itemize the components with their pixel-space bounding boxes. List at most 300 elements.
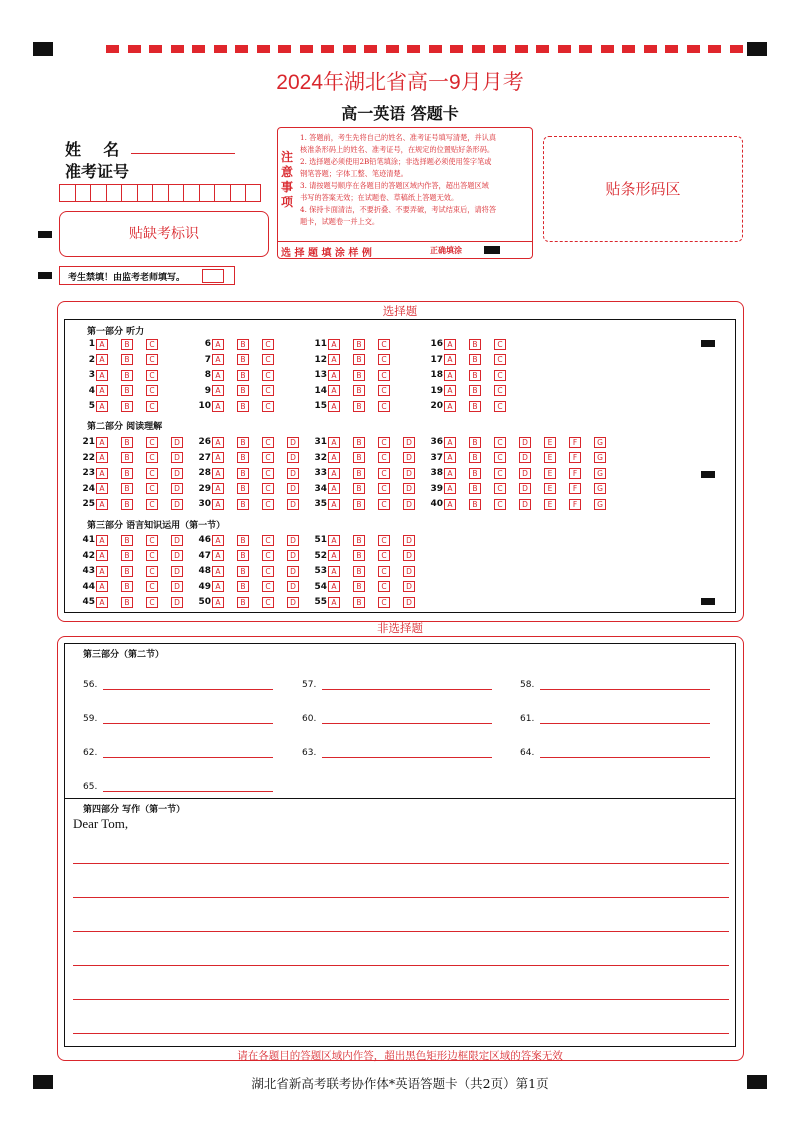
answer-bubble[interactable]: C <box>494 483 506 494</box>
answer-bubble[interactable]: A <box>212 566 224 577</box>
notice-box <box>277 127 533 259</box>
question-number: 48 <box>198 566 211 576</box>
answer-bubble[interactable]: C <box>262 354 274 365</box>
dash-segment <box>493 45 506 53</box>
blank-line[interactable] <box>540 713 710 724</box>
answer-bubble[interactable]: D <box>403 597 415 608</box>
answer-bubble[interactable]: A <box>444 339 456 350</box>
answer-bubble[interactable]: A <box>328 354 340 365</box>
answer-bubble[interactable]: C <box>378 452 390 463</box>
answer-bubble[interactable]: C <box>378 550 390 561</box>
answer-bubble[interactable]: A <box>212 483 224 494</box>
question-11 <box>309 338 403 350</box>
question-46 <box>193 534 312 546</box>
answer-bubble[interactable]: B <box>237 597 249 608</box>
answer-bubble[interactable]: B <box>121 499 133 510</box>
answer-bubble[interactable]: A <box>328 452 340 463</box>
answer-bubble[interactable]: B <box>353 499 365 510</box>
answer-bubble[interactable]: A <box>212 452 224 463</box>
answer-bubble[interactable]: D <box>287 581 299 592</box>
answer-bubble[interactable]: B <box>237 385 249 396</box>
answer-bubble[interactable]: C <box>262 581 274 592</box>
answer-bubble[interactable]: E <box>544 452 556 463</box>
question-number: 16 <box>430 339 443 349</box>
answer-bubble[interactable]: D <box>403 437 415 448</box>
answer-bubble[interactable]: A <box>328 385 340 396</box>
notice-line: 3. 请按题号顺序在各题目的答题区域内作答，超出答题区域 <box>300 181 489 190</box>
answer-bubble[interactable]: C <box>262 483 274 494</box>
answer-bubble[interactable]: A <box>444 370 456 381</box>
name-field[interactable] <box>131 153 235 154</box>
answer-bubble[interactable]: B <box>353 354 365 365</box>
answer-bubble[interactable]: A <box>444 483 456 494</box>
answer-bubble[interactable]: D <box>519 483 531 494</box>
answer-bubble[interactable]: B <box>121 354 133 365</box>
answer-bubble[interactable]: C <box>146 385 158 396</box>
writing-line[interactable] <box>73 931 729 932</box>
answer-bubble[interactable]: A <box>212 437 224 448</box>
answer-bubble[interactable]: B <box>469 437 481 448</box>
answer-bubble[interactable]: D <box>287 468 299 479</box>
answer-bubble[interactable]: G <box>594 452 606 463</box>
dash-segment <box>450 45 463 53</box>
part4-heading: 第四部分 写作（第一节） <box>83 805 186 815</box>
answer-bubble[interactable]: D <box>171 468 183 479</box>
answer-bubble[interactable]: D <box>287 566 299 577</box>
answer-bubble[interactable]: B <box>353 581 365 592</box>
fill-blank[interactable] <box>302 679 492 690</box>
answer-bubble[interactable]: C <box>494 370 506 381</box>
answer-bubble[interactable]: B <box>237 550 249 561</box>
blank-line[interactable] <box>103 781 273 792</box>
question-44 <box>77 581 196 593</box>
answer-bubble[interactable]: A <box>96 483 108 494</box>
fill-blank[interactable] <box>520 747 710 758</box>
dash-segment <box>214 45 227 53</box>
answer-bubble[interactable]: A <box>212 339 224 350</box>
question-number: 22 <box>82 452 95 463</box>
question-number: 9 <box>204 385 211 396</box>
question-number: 40 <box>430 499 443 509</box>
answer-bubble[interactable]: C <box>378 499 390 510</box>
blank-number: 56. <box>83 680 98 690</box>
question-19 <box>425 385 519 397</box>
fill-blank[interactable] <box>83 747 273 758</box>
answer-bubble[interactable]: A <box>96 437 108 448</box>
blank-line[interactable] <box>322 747 492 758</box>
answer-bubble[interactable]: B <box>237 535 249 546</box>
writing-line[interactable] <box>73 1033 729 1034</box>
fill-blank[interactable] <box>302 747 492 758</box>
answer-bubble[interactable]: B <box>469 401 481 412</box>
answer-bubble[interactable]: D <box>519 499 531 510</box>
blank-line[interactable] <box>322 679 492 690</box>
question-52 <box>309 550 428 562</box>
answer-bubble[interactable]: A <box>212 499 224 510</box>
fill-blank[interactable] <box>83 713 273 724</box>
answer-bubble[interactable]: A <box>212 468 224 479</box>
answer-bubble[interactable]: C <box>378 597 390 608</box>
answer-bubble[interactable]: B <box>237 581 249 592</box>
answer-bubble[interactable]: D <box>287 535 299 546</box>
answer-bubble[interactable]: D <box>403 535 415 546</box>
answer-bubble[interactable]: C <box>494 468 506 479</box>
notice-heading: 注意事项 <box>281 150 294 209</box>
answer-bubble[interactable]: C <box>146 566 158 577</box>
answer-bubble[interactable]: C <box>146 437 158 448</box>
answer-bubble[interactable]: F <box>569 483 581 494</box>
answer-bubble[interactable]: A <box>96 468 108 479</box>
answer-bubble[interactable]: C <box>262 566 274 577</box>
answer-bubble[interactable]: C <box>378 437 390 448</box>
part2-heading: 第二部分 阅读理解 <box>87 422 163 432</box>
answer-bubble[interactable]: C <box>146 339 158 350</box>
answer-bubble[interactable]: D <box>171 483 183 494</box>
answer-bubble[interactable]: C <box>262 437 274 448</box>
absent-mark-label: 贴缺考标识 <box>129 226 199 242</box>
answer-bubble[interactable]: C <box>262 339 274 350</box>
answer-bubble[interactable]: C <box>378 581 390 592</box>
answer-bubble[interactable]: D <box>519 452 531 463</box>
answer-bubble[interactable]: B <box>121 437 133 448</box>
notice-line: 题卡，试题卷一并上交。 <box>300 217 380 226</box>
answer-bubble[interactable]: C <box>378 535 390 546</box>
answer-bubble[interactable]: B <box>121 535 133 546</box>
answer-bubble[interactable]: A <box>96 550 108 561</box>
answer-bubble[interactable]: C <box>262 385 274 396</box>
answer-bubble[interactable]: A <box>444 499 456 510</box>
answer-bubble[interactable]: C <box>146 370 158 381</box>
answer-bubble[interactable]: D <box>171 452 183 463</box>
answer-bubble[interactable]: D <box>171 535 183 546</box>
answer-bubble[interactable]: A <box>96 370 108 381</box>
question-1 <box>77 338 171 350</box>
answer-bubble[interactable]: A <box>444 437 456 448</box>
answer-bubble[interactable]: E <box>544 468 556 479</box>
answer-bubble[interactable]: B <box>237 566 249 577</box>
answer-bubble[interactable]: D <box>171 499 183 510</box>
answer-bubble[interactable]: A <box>328 597 340 608</box>
answer-bubble[interactable]: B <box>237 452 249 463</box>
answer-bubble[interactable]: B <box>469 339 481 350</box>
answer-bubble[interactable]: A <box>328 550 340 561</box>
answer-bubble[interactable]: B <box>237 370 249 381</box>
answer-bubble[interactable]: G <box>594 468 606 479</box>
answer-bubble[interactable]: F <box>569 437 581 448</box>
answer-bubble[interactable]: C <box>494 401 506 412</box>
answer-bubble[interactable]: D <box>287 550 299 561</box>
answer-bubble[interactable]: A <box>444 401 456 412</box>
answer-bubble[interactable]: C <box>262 535 274 546</box>
answer-bubble[interactable]: A <box>328 566 340 577</box>
notice-list <box>300 132 530 228</box>
answer-bubble[interactable]: C <box>378 370 390 381</box>
answer-bubble[interactable]: C <box>146 401 158 412</box>
question-number: 12 <box>314 354 327 365</box>
answer-bubble[interactable]: C <box>146 535 158 546</box>
question-number: 15 <box>314 401 327 411</box>
answer-bubble[interactable]: B <box>353 535 365 546</box>
fill-blank[interactable] <box>83 781 273 792</box>
answer-bubble[interactable]: B <box>353 437 365 448</box>
question-number: 45 <box>82 597 95 607</box>
answer-bubble[interactable]: A <box>96 566 108 577</box>
question-31 <box>309 436 428 448</box>
answer-bubble[interactable]: B <box>237 483 249 494</box>
answer-bubble[interactable]: A <box>328 339 340 350</box>
answer-bubble[interactable]: A <box>212 401 224 412</box>
answer-bubble[interactable]: C <box>494 339 506 350</box>
answer-bubble[interactable]: C <box>146 452 158 463</box>
nonchoice-grid <box>64 643 736 1047</box>
question-51 <box>309 534 428 546</box>
answer-bubble[interactable]: E <box>544 437 556 448</box>
answer-bubble[interactable]: B <box>237 354 249 365</box>
question-number: 47 <box>198 550 211 561</box>
answer-bubble[interactable]: C <box>378 468 390 479</box>
answer-bubble[interactable]: B <box>237 437 249 448</box>
question-number: 52 <box>314 550 327 561</box>
dash-segment <box>407 45 420 53</box>
blank-number: 62. <box>83 748 98 758</box>
question-number: 39 <box>430 483 443 494</box>
answer-bubble[interactable]: D <box>403 452 415 463</box>
answer-bubble[interactable]: F <box>569 468 581 479</box>
answer-bubble[interactable]: C <box>494 499 506 510</box>
answer-bubble[interactable]: C <box>262 499 274 510</box>
answer-bubble[interactable]: B <box>353 452 365 463</box>
answer-bubble[interactable]: A <box>328 401 340 412</box>
answer-bubble[interactable]: B <box>121 581 133 592</box>
answer-bubble[interactable]: F <box>569 499 581 510</box>
blank-number: 58. <box>520 680 535 690</box>
answer-bubble[interactable]: C <box>378 483 390 494</box>
fill-blank[interactable] <box>302 713 492 724</box>
answer-bubble[interactable]: A <box>328 581 340 592</box>
answer-bubble[interactable]: B <box>353 597 365 608</box>
writing-line[interactable] <box>73 999 729 1000</box>
answer-bubble[interactable]: C <box>146 581 158 592</box>
answer-bubble[interactable]: B <box>237 499 249 510</box>
fill-blank[interactable] <box>520 713 710 724</box>
fill-blank[interactable] <box>520 679 710 690</box>
answer-bubble[interactable]: D <box>287 483 299 494</box>
answer-bubble[interactable]: B <box>469 468 481 479</box>
answer-bubble[interactable]: A <box>328 499 340 510</box>
answer-bubble[interactable]: G <box>594 437 606 448</box>
answer-bubble[interactable]: A <box>212 597 224 608</box>
answer-bubble[interactable]: B <box>121 566 133 577</box>
answer-bubble[interactable]: A <box>96 401 108 412</box>
answer-bubble[interactable]: E <box>544 499 556 510</box>
answer-bubble[interactable]: B <box>121 452 133 463</box>
answer-bubble[interactable]: B <box>353 401 365 412</box>
answer-bubble[interactable]: C <box>146 597 158 608</box>
answer-bubble[interactable]: A <box>96 597 108 608</box>
absent-mark-box[interactable] <box>59 211 269 257</box>
dash-segment <box>536 45 549 53</box>
answer-bubble[interactable]: B <box>237 339 249 350</box>
answer-bubble[interactable]: B <box>121 339 133 350</box>
dash-segment <box>622 45 635 53</box>
answer-bubble[interactable]: G <box>594 499 606 510</box>
answer-bubble[interactable]: C <box>146 499 158 510</box>
answer-bubble[interactable]: A <box>444 354 456 365</box>
answer-bubble[interactable]: B <box>353 468 365 479</box>
answer-bubble[interactable]: A <box>96 581 108 592</box>
answer-bubble[interactable]: B <box>469 499 481 510</box>
answer-bubble[interactable]: D <box>403 483 415 494</box>
answer-bubble[interactable]: B <box>121 468 133 479</box>
answer-bubble[interactable]: D <box>403 468 415 479</box>
question-number: 17 <box>430 354 443 365</box>
answer-bubble[interactable]: D <box>171 437 183 448</box>
answer-bubble[interactable]: C <box>146 550 158 561</box>
answer-bubble[interactable]: E <box>544 483 556 494</box>
answer-bubble[interactable]: B <box>353 550 365 561</box>
answer-bubble[interactable]: A <box>212 354 224 365</box>
answer-bubble[interactable]: C <box>378 339 390 350</box>
id-number-boxes[interactable] <box>59 184 261 202</box>
answer-bubble[interactable]: A <box>328 437 340 448</box>
answer-bubble[interactable]: A <box>212 385 224 396</box>
invigilator-box[interactable] <box>202 269 224 283</box>
dash-segment <box>300 45 313 53</box>
blank-line[interactable] <box>103 713 273 724</box>
question-number: 55 <box>314 597 327 607</box>
answer-bubble[interactable]: B <box>121 401 133 412</box>
answer-bubble[interactable]: D <box>403 581 415 592</box>
answer-bubble[interactable]: B <box>121 370 133 381</box>
answer-bubble[interactable]: C <box>494 452 506 463</box>
answer-bubble[interactable]: G <box>594 483 606 494</box>
part3-2-heading: 第三部分（第二节） <box>83 650 165 660</box>
answer-bubble[interactable]: D <box>403 550 415 561</box>
answer-bubble[interactable]: B <box>469 452 481 463</box>
answer-bubble[interactable]: B <box>121 597 133 608</box>
fill-blank[interactable] <box>83 679 273 690</box>
dash-segment <box>579 45 592 53</box>
answer-bubble[interactable]: C <box>494 354 506 365</box>
answer-bubble[interactable]: A <box>96 535 108 546</box>
answer-bubble[interactable]: A <box>328 483 340 494</box>
blank-line[interactable] <box>540 747 710 758</box>
answer-bubble[interactable]: F <box>569 452 581 463</box>
answer-bubble[interactable]: A <box>212 581 224 592</box>
answer-bubble[interactable]: A <box>96 354 108 365</box>
blank-line[interactable] <box>103 679 273 690</box>
question-number: 25 <box>82 499 95 509</box>
answer-bubble[interactable]: A <box>328 370 340 381</box>
dash-segment <box>665 45 678 53</box>
answer-bubble[interactable]: D <box>519 468 531 479</box>
answer-bubble[interactable]: D <box>287 597 299 608</box>
answer-bubble[interactable]: C <box>494 437 506 448</box>
question-number: 14 <box>314 385 327 396</box>
question-41 <box>77 534 196 546</box>
answer-bubble[interactable]: D <box>403 499 415 510</box>
answer-bubble[interactable]: D <box>171 566 183 577</box>
answer-bubble[interactable]: D <box>171 581 183 592</box>
answer-bubble[interactable]: B <box>237 468 249 479</box>
answer-bubble[interactable]: B <box>469 483 481 494</box>
answer-bubble[interactable]: B <box>353 566 365 577</box>
answer-bubble[interactable]: C <box>378 566 390 577</box>
answer-bubble[interactable]: C <box>262 550 274 561</box>
answer-bubble[interactable]: C <box>378 354 390 365</box>
question-24 <box>77 483 196 495</box>
answer-bubble[interactable]: C <box>146 354 158 365</box>
answer-bubble[interactable]: C <box>378 401 390 412</box>
answer-bubble[interactable]: B <box>353 483 365 494</box>
answer-bubble[interactable]: C <box>146 483 158 494</box>
answer-bubble[interactable]: B <box>121 483 133 494</box>
answer-bubble[interactable]: A <box>212 550 224 561</box>
nonchoice-section-label: 非选择题 <box>377 621 423 635</box>
question-number: 3 <box>88 370 95 380</box>
answer-bubble[interactable]: B <box>469 370 481 381</box>
blank-line[interactable] <box>103 747 273 758</box>
answer-bubble[interactable]: C <box>262 401 274 412</box>
answer-bubble[interactable]: C <box>262 597 274 608</box>
answer-bubble[interactable]: C <box>262 370 274 381</box>
question-5 <box>77 400 171 412</box>
barcode-area[interactable]: 贴条形码区 <box>543 136 743 242</box>
answer-bubble[interactable]: A <box>328 468 340 479</box>
dash-segment <box>192 45 205 53</box>
answer-bubble[interactable]: D <box>171 550 183 561</box>
answer-bubble[interactable]: A <box>96 499 108 510</box>
answer-bubble[interactable]: B <box>121 385 133 396</box>
question-38 <box>425 467 619 479</box>
answer-bubble[interactable]: D <box>171 597 183 608</box>
answer-bubble[interactable]: A <box>96 452 108 463</box>
answer-bubble[interactable]: B <box>353 370 365 381</box>
answer-bubble[interactable]: A <box>444 468 456 479</box>
answer-bubble[interactable]: B <box>353 385 365 396</box>
answer-bubble[interactable]: B <box>237 401 249 412</box>
answer-bubble[interactable]: B <box>469 354 481 365</box>
writing-line[interactable] <box>73 965 729 966</box>
question-number: 13 <box>314 370 327 380</box>
answer-bubble[interactable]: B <box>121 550 133 561</box>
answer-bubble[interactable]: C <box>262 468 274 479</box>
answer-bubble[interactable]: A <box>444 452 456 463</box>
answer-bubble[interactable]: C <box>378 385 390 396</box>
answer-bubble[interactable]: C <box>146 468 158 479</box>
answer-bubble[interactable]: A <box>96 385 108 396</box>
answer-bubble[interactable]: D <box>403 566 415 577</box>
answer-bubble[interactable]: D <box>287 452 299 463</box>
answer-bubble[interactable]: A <box>328 535 340 546</box>
answer-bubble[interactable]: C <box>262 452 274 463</box>
answer-bubble[interactable]: A <box>96 339 108 350</box>
answer-bubble[interactable]: A <box>444 385 456 396</box>
answer-bubble[interactable]: A <box>212 370 224 381</box>
blank-line[interactable] <box>322 713 492 724</box>
blank-line[interactable] <box>540 679 710 690</box>
answer-bubble[interactable]: C <box>494 385 506 396</box>
writing-line[interactable] <box>73 863 729 864</box>
writing-line[interactable] <box>73 897 729 898</box>
answer-bubble[interactable]: A <box>212 535 224 546</box>
question-number: 53 <box>314 566 327 576</box>
answer-bubble[interactable]: D <box>519 437 531 448</box>
answer-bubble[interactable]: B <box>469 385 481 396</box>
answer-bubble[interactable]: D <box>287 437 299 448</box>
answer-bubble[interactable]: B <box>353 339 365 350</box>
answer-bubble[interactable]: D <box>287 499 299 510</box>
